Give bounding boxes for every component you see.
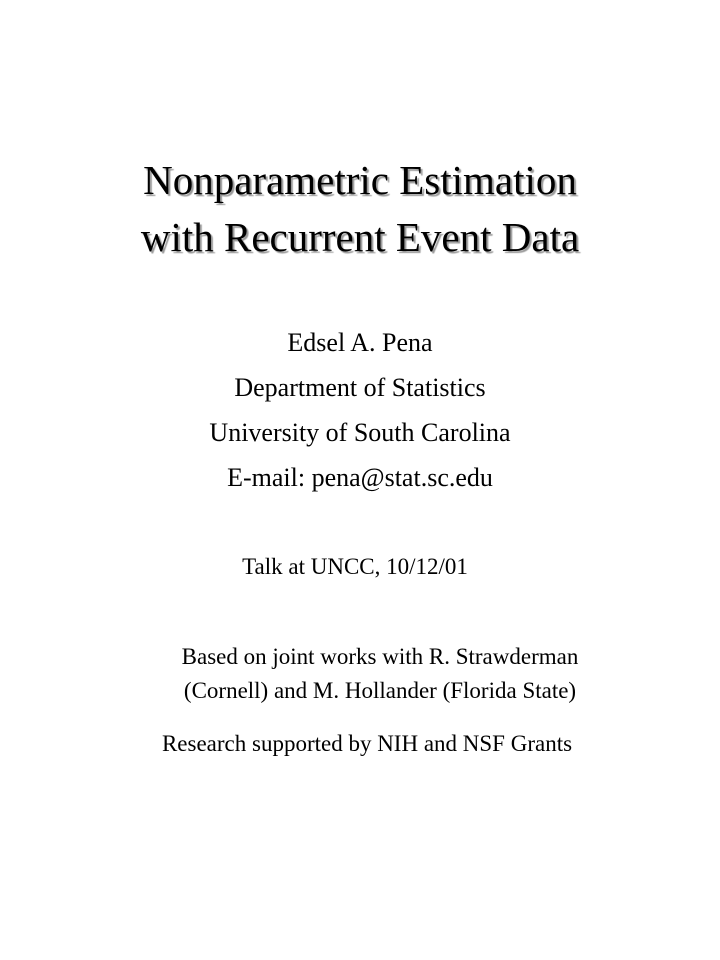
- joint-work-note: [0, 640, 720, 708]
- joint-work-line-1: Based on joint works with R. Strawderman: [181, 644, 579, 669]
- author-department: Department of Statistics: [234, 373, 486, 402]
- title-line-1: Nonparametric Estimation: [143, 157, 577, 203]
- author-name: Edsel A. Pena: [287, 328, 433, 357]
- talk-text: Talk at UNCC, 10/12/01: [242, 554, 468, 579]
- funding-note: Research supported by NIH and NSF Grants: [161, 731, 573, 756]
- talk-info: [0, 550, 720, 584]
- title-line-2: with Recurrent Event Data: [140, 214, 580, 260]
- slide-title: [0, 152, 720, 266]
- author-university: University of South Carolina: [209, 418, 511, 447]
- author-email: E-mail: pena@stat.sc.edu: [227, 463, 493, 492]
- joint-work-line-2: (Cornell) and M. Hollander (Florida State): [183, 678, 577, 703]
- author-block: [0, 320, 720, 500]
